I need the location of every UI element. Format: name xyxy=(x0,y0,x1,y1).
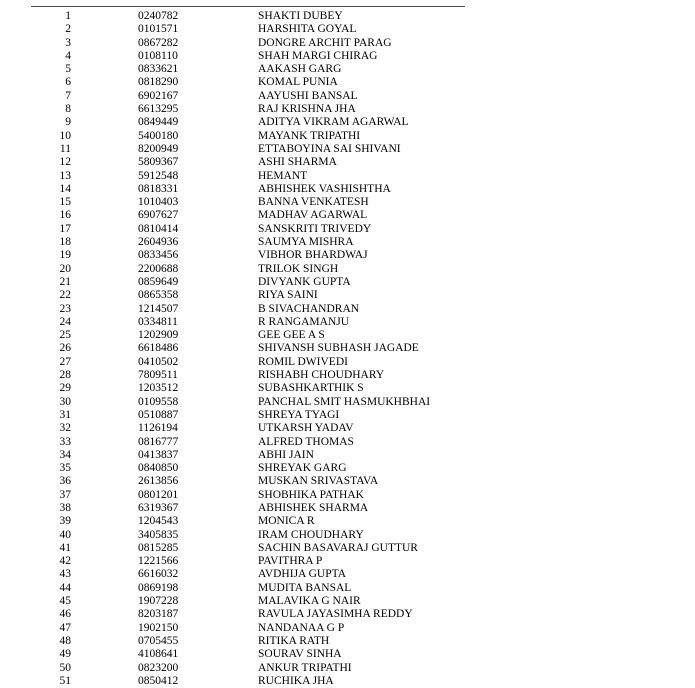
roll-number-cell: 0849449 xyxy=(138,116,179,129)
table-row xyxy=(0,449,695,462)
table-row xyxy=(0,10,695,23)
candidate-name-cell: ABHISHEK VASHISHTHA xyxy=(258,182,391,195)
spacer-cell xyxy=(71,316,138,329)
spacer-cell xyxy=(71,582,138,595)
table-row xyxy=(0,648,695,661)
serial-number-cell: 35 xyxy=(59,462,71,475)
roll-number-cell: 6613295 xyxy=(138,103,179,116)
table-row xyxy=(0,422,695,435)
roll-number-cell: 5400180 xyxy=(138,129,179,142)
serial-number-cell: 33 xyxy=(59,435,71,448)
serial-number-cell: 18 xyxy=(59,236,71,249)
spacer-cell xyxy=(71,276,138,289)
roll-number-cell: 1010403 xyxy=(138,196,179,209)
roll-number-cell: 0833621 xyxy=(138,63,179,76)
serial-number-cell: 23 xyxy=(59,302,71,315)
serial-number-cell: 17 xyxy=(59,222,71,235)
roll-number-cell: 2613856 xyxy=(138,475,179,488)
table-row xyxy=(0,369,695,382)
spacer-cell xyxy=(71,50,138,63)
table-row xyxy=(0,143,695,156)
spacer-cell xyxy=(71,183,138,196)
spacer-cell xyxy=(71,409,138,422)
candidate-name-cell: SHREYA TYAGI xyxy=(258,408,340,421)
serial-number-cell: 13 xyxy=(59,169,71,182)
serial-number-cell: 19 xyxy=(59,249,71,262)
spacer-cell xyxy=(71,475,138,488)
candidate-name-cell: ASHI SHARMA xyxy=(258,156,337,169)
candidate-name-cell: ABHISHEK SHARMA xyxy=(258,501,369,514)
candidate-name-cell: RAJ KRISHNA JHA xyxy=(258,103,356,116)
roll-number-cell: 0823200 xyxy=(138,661,179,674)
roll-number-cell: 3405835 xyxy=(138,528,179,541)
spacer-cell xyxy=(71,555,138,568)
table-row xyxy=(0,409,695,422)
roll-number-cell: 2200688 xyxy=(138,262,179,275)
table-row xyxy=(0,502,695,515)
roll-number-cell: 0865358 xyxy=(138,289,179,302)
candidate-name-cell: ABHI JAIN xyxy=(258,448,314,461)
table-row xyxy=(0,396,695,409)
table-row xyxy=(0,90,695,103)
candidate-name-cell: AVDHIJA GUPTA xyxy=(258,568,347,581)
roll-number-cell: 0867282 xyxy=(138,36,179,49)
candidate-name-cell: DONGRE ARCHIT PARAG xyxy=(258,36,392,49)
candidate-name-cell: TRILOK SINGH xyxy=(258,262,339,275)
roll-number-cell: 0815285 xyxy=(138,541,179,554)
roll-number-cell: 0801201 xyxy=(138,488,179,501)
serial-number-cell: 7 xyxy=(65,89,71,102)
roll-number-cell: 0818331 xyxy=(138,182,179,195)
candidate-name-cell: PAVITHRA P xyxy=(258,555,323,568)
candidate-name-cell: SHREYAK GARG xyxy=(258,462,347,475)
candidate-name-cell: VIBHOR BHARDWAJ xyxy=(258,249,368,262)
serial-number-cell: 42 xyxy=(59,555,71,568)
serial-number-cell: 16 xyxy=(59,209,71,222)
serial-number-cell: 29 xyxy=(59,382,71,395)
table-row xyxy=(0,76,695,89)
serial-number-cell: 9 xyxy=(65,116,71,129)
candidate-name-cell: DIVYANK GUPTA xyxy=(258,275,351,288)
candidate-name-cell: SANSKRITI TRIVEDY xyxy=(258,222,372,235)
serial-number-cell: 34 xyxy=(59,448,71,461)
serial-number-cell: 26 xyxy=(59,342,71,355)
candidate-name-cell: SACHIN BASAVARAJ GUTTUR xyxy=(258,541,418,554)
serial-number-cell: 38 xyxy=(59,501,71,514)
roll-number-cell: 0705455 xyxy=(138,634,179,647)
serial-number-cell: 44 xyxy=(59,581,71,594)
header-divider-rule xyxy=(31,6,465,7)
candidate-name-cell: RIYA SAINI xyxy=(258,289,318,302)
candidate-list-body xyxy=(0,10,695,688)
roll-number-cell: 6319367 xyxy=(138,501,179,514)
spacer-cell xyxy=(71,648,138,661)
serial-number-cell: 11 xyxy=(59,142,71,155)
table-row xyxy=(0,436,695,449)
table-row xyxy=(0,156,695,169)
serial-number-cell: 46 xyxy=(59,608,71,621)
candidate-name-cell: BANNA VENKATESH xyxy=(258,196,369,209)
candidate-name-cell: MUDITA BANSAL xyxy=(258,581,352,594)
table-row xyxy=(0,50,695,63)
roll-number-cell: 7809511 xyxy=(138,369,178,382)
table-row xyxy=(0,542,695,555)
roll-number-cell: 0859649 xyxy=(138,275,179,288)
table-row xyxy=(0,622,695,635)
serial-number-cell: 8 xyxy=(65,103,71,116)
table-row xyxy=(0,289,695,302)
spacer-cell xyxy=(71,422,138,435)
spacer-cell xyxy=(71,529,138,542)
table-row xyxy=(0,356,695,369)
table-row xyxy=(0,103,695,116)
serial-number-cell: 37 xyxy=(59,488,71,501)
candidate-name-cell: SHIVANSH SUBHASH JAGADE xyxy=(258,342,419,355)
spacer-cell xyxy=(71,103,138,116)
serial-number-cell: 20 xyxy=(59,262,71,275)
roll-number-cell: 1126194 xyxy=(138,422,178,435)
spacer-cell xyxy=(71,489,138,502)
candidate-name-cell: HEMANT xyxy=(258,169,308,182)
candidate-name-cell: AAKASH GARG xyxy=(258,63,342,76)
table-row xyxy=(0,462,695,475)
roll-number-cell: 0840850 xyxy=(138,462,179,475)
spacer-cell xyxy=(71,130,138,143)
spacer-cell xyxy=(71,289,138,302)
roll-number-cell: 0413837 xyxy=(138,448,179,461)
roll-number-cell: 0818290 xyxy=(138,76,179,89)
spacer-cell xyxy=(71,116,138,129)
table-row xyxy=(0,515,695,528)
candidate-name-cell: NANDANAA G P xyxy=(258,621,345,634)
serial-number-cell: 15 xyxy=(59,196,71,209)
spacer-cell xyxy=(71,342,138,355)
table-row xyxy=(0,555,695,568)
candidate-name-cell: SHAKTI DUBEY xyxy=(258,10,343,22)
roll-number-cell: 8203187 xyxy=(138,608,179,621)
candidate-name-cell: RAVULA JAYASIMHA REDDY xyxy=(258,608,413,621)
candidate-name-cell: MAYANK TRIPATHI xyxy=(258,129,361,142)
candidate-name-cell: IRAM CHOUDHARY xyxy=(258,528,364,541)
serial-number-cell: 41 xyxy=(59,541,71,554)
roll-number-cell: 5912548 xyxy=(138,169,179,182)
table-row xyxy=(0,662,695,675)
spacer-cell xyxy=(71,568,138,581)
table-row xyxy=(0,303,695,316)
spacer-cell xyxy=(71,356,138,369)
candidate-name-cell: RUCHIKA JHA xyxy=(258,674,334,687)
candidate-name-cell: RISHABH CHOUDHARY xyxy=(258,369,385,382)
table-row xyxy=(0,183,695,196)
roll-number-cell: 5809367 xyxy=(138,156,179,169)
serial-number-cell: 14 xyxy=(59,182,71,195)
spacer-cell xyxy=(71,23,138,36)
serial-number-cell: 40 xyxy=(59,528,71,541)
serial-number-cell: 1 xyxy=(65,10,71,22)
serial-number-cell: 5 xyxy=(65,63,71,76)
serial-number-cell: 31 xyxy=(59,408,71,421)
candidate-name-cell: SHAH MARGI CHIRAG xyxy=(258,49,378,62)
spacer-cell xyxy=(71,382,138,395)
serial-number-cell: 45 xyxy=(59,595,71,608)
roll-number-cell: 0816777 xyxy=(138,435,179,448)
table-row xyxy=(0,63,695,76)
candidate-name-cell: B SIVACHANDRAN xyxy=(258,302,360,315)
serial-number-cell: 4 xyxy=(65,49,71,62)
spacer-cell xyxy=(71,369,138,382)
roll-number-cell: 2604936 xyxy=(138,236,179,249)
spacer-cell xyxy=(71,76,138,89)
serial-number-cell: 50 xyxy=(59,661,71,674)
serial-number-cell: 47 xyxy=(59,621,71,634)
serial-number-cell: 27 xyxy=(59,355,71,368)
table-row xyxy=(0,568,695,581)
roll-number-cell: 1907228 xyxy=(138,595,179,608)
candidate-name-cell: ANKUR TRIPATHI xyxy=(258,661,352,674)
serial-number-cell: 10 xyxy=(59,129,71,142)
candidate-name-cell: R RANGAMANJU xyxy=(258,315,350,328)
table-row xyxy=(0,635,695,648)
roll-number-cell: 0810414 xyxy=(138,222,179,235)
spacer-cell xyxy=(71,662,138,675)
roll-number-cell: 1221566 xyxy=(138,555,179,568)
table-row xyxy=(0,37,695,50)
table-row xyxy=(0,489,695,502)
candidate-name-cell: ALFRED THOMAS xyxy=(258,435,354,448)
candidate-name-cell: UTKARSH YADAV xyxy=(258,422,354,435)
spacer-cell xyxy=(71,595,138,608)
spacer-cell xyxy=(71,436,138,449)
spacer-cell xyxy=(71,143,138,156)
spacer-cell xyxy=(71,156,138,169)
roll-number-cell: 8200949 xyxy=(138,142,179,155)
spacer-cell xyxy=(71,223,138,236)
serial-number-cell: 25 xyxy=(59,329,71,342)
spacer-cell xyxy=(71,462,138,475)
spacer-cell xyxy=(71,608,138,621)
table-row xyxy=(0,675,695,688)
roll-number-cell: 0869198 xyxy=(138,581,179,594)
spacer-cell xyxy=(71,622,138,635)
candidate-name-cell: SOURAV SINHA xyxy=(258,648,342,661)
spacer-cell xyxy=(71,675,138,688)
serial-number-cell: 51 xyxy=(59,674,71,687)
table-row xyxy=(0,263,695,276)
serial-number-cell: 48 xyxy=(59,634,71,647)
serial-number-cell: 32 xyxy=(59,422,71,435)
table-row xyxy=(0,529,695,542)
spacer-cell xyxy=(71,10,138,23)
table-row xyxy=(0,170,695,183)
candidate-name-cell: HARSHITA GOYAL xyxy=(258,23,357,36)
spacer-cell xyxy=(71,515,138,528)
table-row xyxy=(0,236,695,249)
spacer-cell xyxy=(71,396,138,409)
candidate-name-cell: ADITYA VIKRAM AGARWAL xyxy=(258,116,409,129)
roll-number-cell: 1202909 xyxy=(138,329,179,342)
candidate-name-cell: ETTABOYINA SAI SHIVANI xyxy=(258,142,401,155)
candidate-name-cell: PANCHAL SMIT HASMUKHBHAI xyxy=(258,395,431,408)
roll-number-cell: 0833456 xyxy=(138,249,179,262)
spacer-cell xyxy=(71,196,138,209)
table-row xyxy=(0,116,695,129)
roll-number-cell: 6907627 xyxy=(138,209,179,222)
table-row xyxy=(0,329,695,342)
spacer-cell xyxy=(71,303,138,316)
roll-number-cell: 0850412 xyxy=(138,674,179,687)
roll-number-cell: 0109558 xyxy=(138,395,179,408)
candidate-name-cell: AAYUSHI BANSAL xyxy=(258,89,358,102)
table-row xyxy=(0,595,695,608)
serial-number-cell: 28 xyxy=(59,369,71,382)
table-row xyxy=(0,608,695,621)
serial-number-cell: 2 xyxy=(65,23,71,36)
candidate-name-cell: MUSKAN SRIVASTAVA xyxy=(258,475,379,488)
roll-number-cell: 0410502 xyxy=(138,355,179,368)
table-row xyxy=(0,209,695,222)
serial-number-cell: 39 xyxy=(59,515,71,528)
spacer-cell xyxy=(71,502,138,515)
spacer-cell xyxy=(71,236,138,249)
roll-number-cell: 0101571 xyxy=(138,23,179,36)
roll-number-cell: 1902150 xyxy=(138,621,179,634)
candidate-name-cell: RITIKA RATH xyxy=(258,634,330,647)
spacer-cell xyxy=(71,209,138,222)
candidate-name-cell: KOMAL PUNIA xyxy=(258,76,338,89)
serial-number-cell: 24 xyxy=(59,315,71,328)
table-row xyxy=(0,249,695,262)
candidate-name-cell: SUBASHKARTHIK S xyxy=(258,382,364,395)
candidate-name-cell: SAUMYA MISHRA xyxy=(258,236,354,249)
candidate-name-cell: MALAVIKA G NAIR xyxy=(258,595,361,608)
roll-number-cell: 6616032 xyxy=(138,568,179,581)
roll-number-cell: 0334811 xyxy=(138,315,178,328)
serial-number-cell: 30 xyxy=(59,395,71,408)
roll-number-cell: 0510887 xyxy=(138,408,179,421)
roll-number-cell: 4108641 xyxy=(138,648,179,661)
candidate-name-cell: MADHAV AGARWAL xyxy=(258,209,368,222)
spacer-cell xyxy=(71,37,138,50)
spacer-cell xyxy=(71,63,138,76)
spacer-cell xyxy=(71,249,138,262)
candidate-name-cell: GEE GEE A S xyxy=(258,329,325,342)
spacer-cell xyxy=(71,170,138,183)
roll-number-cell: 1214507 xyxy=(138,302,179,315)
table-row xyxy=(0,223,695,236)
roll-number-cell: 1204543 xyxy=(138,515,179,528)
roll-number-cell: 6902167 xyxy=(138,89,179,102)
spacer-cell xyxy=(71,263,138,276)
spacer-cell xyxy=(71,635,138,648)
serial-number-cell: 43 xyxy=(59,568,71,581)
candidate-list-table xyxy=(0,10,695,688)
spacer-cell xyxy=(71,90,138,103)
serial-number-cell: 3 xyxy=(65,36,71,49)
serial-number-cell: 12 xyxy=(59,156,71,169)
table-row xyxy=(0,582,695,595)
spacer-cell xyxy=(71,449,138,462)
serial-number-cell: 21 xyxy=(59,275,71,288)
spacer-cell xyxy=(71,329,138,342)
roll-number-cell: 0108110 xyxy=(138,49,178,62)
table-row xyxy=(0,196,695,209)
roll-number-cell: 0240782 xyxy=(138,10,179,22)
candidate-name-cell: ROMIL DWIVEDI xyxy=(258,355,348,368)
table-row xyxy=(0,342,695,355)
table-row xyxy=(0,382,695,395)
roll-number-cell: 6618486 xyxy=(138,342,179,355)
candidate-name-cell: MONICA R xyxy=(258,515,315,528)
table-row xyxy=(0,23,695,36)
candidate-name-cell: SHOBHIKA PATHAK xyxy=(258,488,364,501)
table-row xyxy=(0,276,695,289)
roll-number-cell: 1203512 xyxy=(138,382,179,395)
table-row xyxy=(0,316,695,329)
serial-number-cell: 36 xyxy=(59,475,71,488)
spacer-cell xyxy=(71,542,138,555)
serial-number-cell: 49 xyxy=(59,648,71,661)
table-row xyxy=(0,130,695,143)
table-row xyxy=(0,475,695,488)
serial-number-cell: 22 xyxy=(59,289,71,302)
serial-number-cell: 6 xyxy=(65,76,71,89)
